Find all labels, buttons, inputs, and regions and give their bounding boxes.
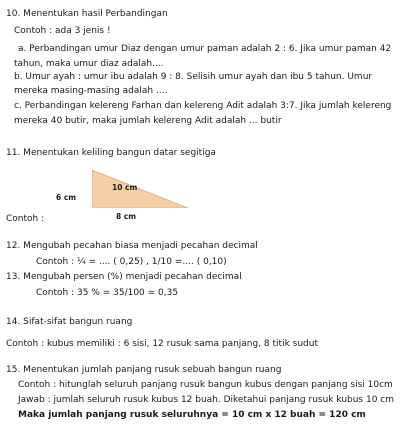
problem-a-line-2: tahun, maka umur diaz adalah.... (14, 59, 164, 69)
section-11-example: Contoh : (6, 214, 45, 224)
section-14-example: Contoh : kubus memiliki : 6 sisi, 12 rusuk sama panjang, 8 titik sudut (6, 339, 318, 349)
triangle-bottom-label: 8 cm (116, 212, 137, 221)
section-12-heading: 12. Mengubah pecahan biasa menjadi pecahan decimal (6, 241, 258, 251)
triangle-left-label: 6 cm (56, 193, 77, 202)
section-10-example: Contoh : ada 3 jenis ! (14, 26, 111, 36)
section-15-conclusion: Maka jumlah panjang rusuk seluruhnya = 10 cm x 12 buah = 120 cm (18, 410, 366, 420)
problem-a-line-1: a. Perbandingan umur Diaz dengan umur paman adalah 2 : 6. Jika umur paman 42 (18, 44, 392, 54)
section-15-answer: Jawab : jumlah seluruh rusuk kubus 12 buah. Diketahui panjang rusuk kubus 10 cm (18, 395, 395, 405)
section-11-heading: 11. Menentukan keliling bangun datar segitiga (6, 148, 216, 158)
section-15-example: Contoh : hitunglah seluruh panjang rusuk bangun kubus dengan panjang sisi 10cm (18, 380, 393, 390)
section-15-heading: 15. Menentukan jumlah panjang rusuk sebuah bangun ruang (6, 365, 282, 375)
problem-c-line-1: c. Perbandingan kelereng Farhan dan kelereng Adit adalah 3:7. Jika jumlah kelereng (14, 101, 392, 111)
problem-b-line-1: b. Umur ayah : umur ibu adalah 9 : 8. Selisih umur ayah dan ibu 5 tahun. Umur (14, 72, 373, 82)
section-14-heading: 14. Sifat-sifat bangun ruang (6, 317, 133, 327)
problem-c-line-2: mereka 40 butir, maka jumlah kelereng Adit adalah ... butir (14, 116, 282, 126)
section-12-example: Contoh : ¼ = .... ( 0,25) , 1/10 =.... ( 0,10) (36, 257, 227, 267)
section-10-heading: 10. Menentukan hasil Perbandingan (6, 9, 168, 19)
problem-b-line-2: mereka masing-masing adalah .... (14, 86, 168, 96)
section-13-example: Contoh : 35 % = 35/100 = 0,35 (36, 288, 179, 298)
triangle-hypotenuse-label: 10 cm (112, 183, 138, 192)
triangle-shape (92, 170, 188, 208)
section-13-heading: 13. Mengubah persen (%) menjadi pecahan decimal (6, 272, 242, 282)
right-triangle-figure (56, 170, 200, 222)
